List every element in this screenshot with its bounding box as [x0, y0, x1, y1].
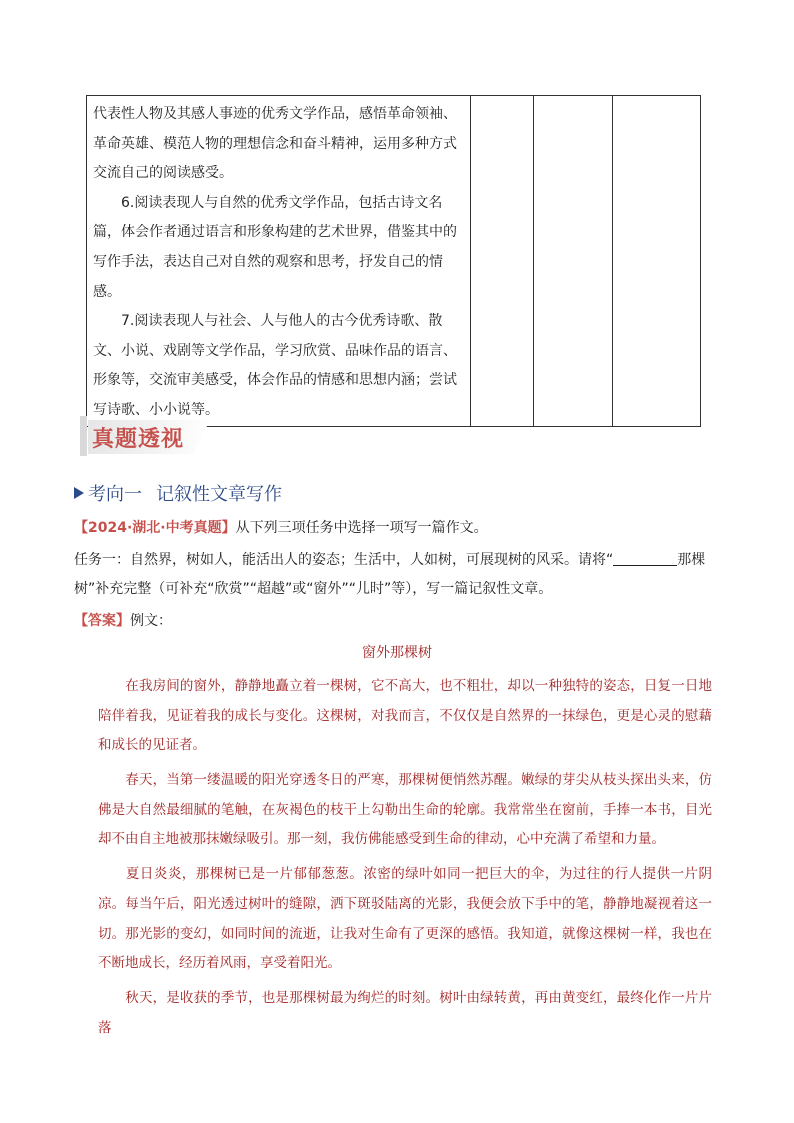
essay-body	[98, 672, 712, 1049]
section-title: 真题透视	[92, 427, 185, 452]
essay-paragraph	[98, 672, 712, 761]
curriculum-table	[86, 95, 701, 427]
essay-title: 窗外那棵树	[362, 645, 432, 661]
fill-blank	[613, 551, 677, 566]
table-empty-cell	[613, 96, 701, 427]
answer-line	[74, 608, 714, 634]
table-line-1: 代表性人物及其感人事迹的优秀文学作品，感悟革命领袖、革命英雄、模范人物的理想信念和奋斗精神，运用多种方式交流自己的阅读感受。	[93, 106, 457, 182]
essay-paragraph-text: 夏日炎炎，那棵树已是一片郁郁葱葱。浓密的绿叶如同一把巨大的伞，为过往的行人提供一片阴凉。每当午后，阳光透过树叶的缝隙，洒下斑驳陆离的光影，我便会放下手中的笔，静静地凝视着这一切。那光影的变幻，如同时间的流逝，让我对生命有了更深的感悟。我知道，就像这棵树一样，我也在不断地成长，经历着风雨，享受着阳光。	[98, 866, 712, 972]
direction-label: 考向一	[88, 484, 142, 505]
essay-paragraph	[98, 860, 712, 978]
direction-name: 记叙性文章写作	[156, 484, 282, 505]
essay-paragraph-text: 秋天，是收获的季节，也是那棵树最为绚烂的时刻。树叶由绿转黄，再由黄变红，最终化作一片片落	[98, 990, 712, 1036]
table-line-7: 7.阅读表现人与社会、人与他人的古今优秀诗歌、散文、小说、戏剧等文学作品，学习欣赏、品味作品的语言、形象等，交流审美感受，体会作品的情感和思想内涵；尝试写诗歌、小小说等。	[93, 313, 457, 418]
direction-heading	[74, 480, 282, 506]
task-text-part2: 那棵树”补充完整（可补充“欣赏”“超越”或“窗外”“儿时”等），写一篇记叙性文章。	[74, 552, 706, 597]
question-source: 【2024·湖北·中考真题】	[74, 520, 236, 536]
section-header-bar	[80, 416, 87, 456]
question-line	[74, 515, 714, 541]
table-text-cell	[87, 96, 471, 427]
answer-label: 【答案】	[74, 613, 130, 629]
triangle-marker-icon	[74, 487, 84, 499]
table-empty-cell	[471, 96, 534, 427]
essay-paragraph	[98, 984, 712, 1043]
table-line-6: 6.阅读表现人与自然的优秀文学作品，包括古诗文名篇，体会作者通过语言和形象构建的艺术世界，借鉴其中的写作手法，表达自己对自然的观察和思考，抒发自己的情感。	[93, 194, 457, 300]
section-header	[80, 414, 220, 456]
table-empty-cell	[534, 96, 613, 427]
task-text-part1: 任务一：自然界，树如人，能活出人的姿态；生活中，人如树，可展现树的风采。请将“	[74, 552, 614, 568]
task-one	[74, 546, 714, 604]
answer-text: 例文：	[130, 613, 172, 629]
essay-paragraph-text: 在我房间的窗外，静静地矗立着一棵树，它不高大，也不粗壮，却以一种独特的姿态，日复一日地陪伴着我，见证着我的成长与变化。这棵树，对我而言，不仅仅是自然界的一抹绿色，更是心灵的慰藉和成长的见证者。	[98, 678, 712, 754]
essay-paragraph-text: 春天，当第一缕温暖的阳光穿透冬日的严寒，那棵树便悄然苏醒。嫩绿的芽尖从枝头探出头来，仿佛是大自然最细腻的笔触，在灰褐色的枝干上勾勒出生命的轮廓。我常常坐在窗前，手捧一本书，目光却不由自主地被那抹嫩绿吸引。那一刻，我仿佛能感受到生命的律动，心中充满了希望和力量。	[98, 772, 712, 848]
question-prompt: 从下列三项任务中选择一项写一篇作文。	[235, 520, 488, 536]
essay-paragraph	[98, 766, 712, 855]
